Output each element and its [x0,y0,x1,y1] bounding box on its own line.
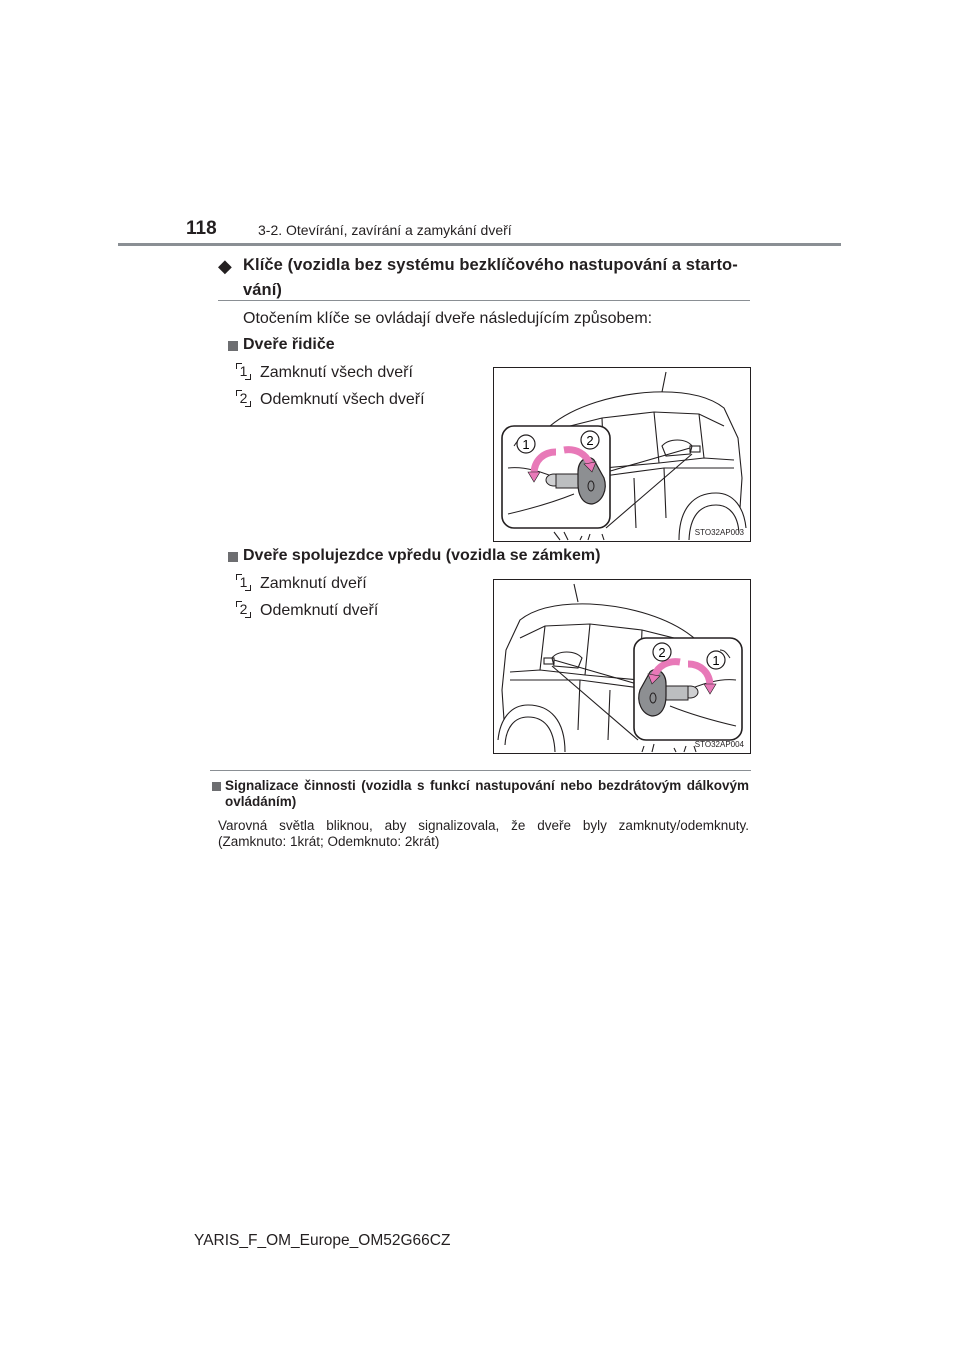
section-heading: Klíče (vozidla bez systému bezklíčového nastupování a starto-vání) [243,256,738,299]
car-passenger-side-illustration [494,580,750,753]
figure-label-2: 2 [658,645,666,660]
figure-label-2: 2 [586,433,594,448]
note-rule [210,770,751,771]
step-number-1: 1 [236,574,251,591]
diamond-bullet-icon: ◆ [218,256,232,276]
document-id: YARIS_F_OM_Europe_OM52G66CZ [194,1232,451,1249]
square-bullet-icon [228,552,238,562]
driver-item-lock: Zamknutí všech dveří [260,364,413,381]
step-number-2: 2 [236,601,251,618]
driver-door-figure [493,367,751,542]
note-body: Varovná světla bliknou, aby signalizovala, že dveře byly zamknuty/odemknuty. (Zamknuto: 1krát; Odemknuto: 2krát) [218,818,749,849]
header-rule [118,243,841,246]
car-driver-side-illustration [494,368,750,541]
step-number-1: 1 [236,363,251,380]
section-intro: Otočením klíče se ovládají dveře následujícím způsobem: [243,310,653,327]
driver-item-unlock: Odemknutí všech dveří [260,391,425,408]
figure-code: STO32AP004 [694,740,744,749]
note-title: Signalizace činnosti (vozidla s funkcí nastupování nebo bezdrátovým dálkovým ovládáním) [225,778,749,809]
passenger-door-figure [493,579,751,754]
figure-label-1: 1 [522,437,530,452]
chapter-title: 3-2. Otevírání, zavírání a zamykání dveří [258,222,512,238]
page-number: 118 [186,218,217,239]
step-number-2: 2 [236,390,251,407]
figure-code: STO32AP003 [694,528,744,537]
passenger-item-lock: Zamknutí dveří [260,575,367,592]
passenger-item-unlock: Odemknutí dveří [260,602,379,619]
section-rule [218,300,750,301]
square-bullet-icon [212,782,221,791]
passenger-door-title: Dveře spolujezdce vpředu (vozidla se zámkem) [243,547,601,564]
square-bullet-icon [228,341,238,351]
driver-door-title: Dveře řidiče [243,336,335,353]
figure-label-1: 1 [712,653,720,668]
